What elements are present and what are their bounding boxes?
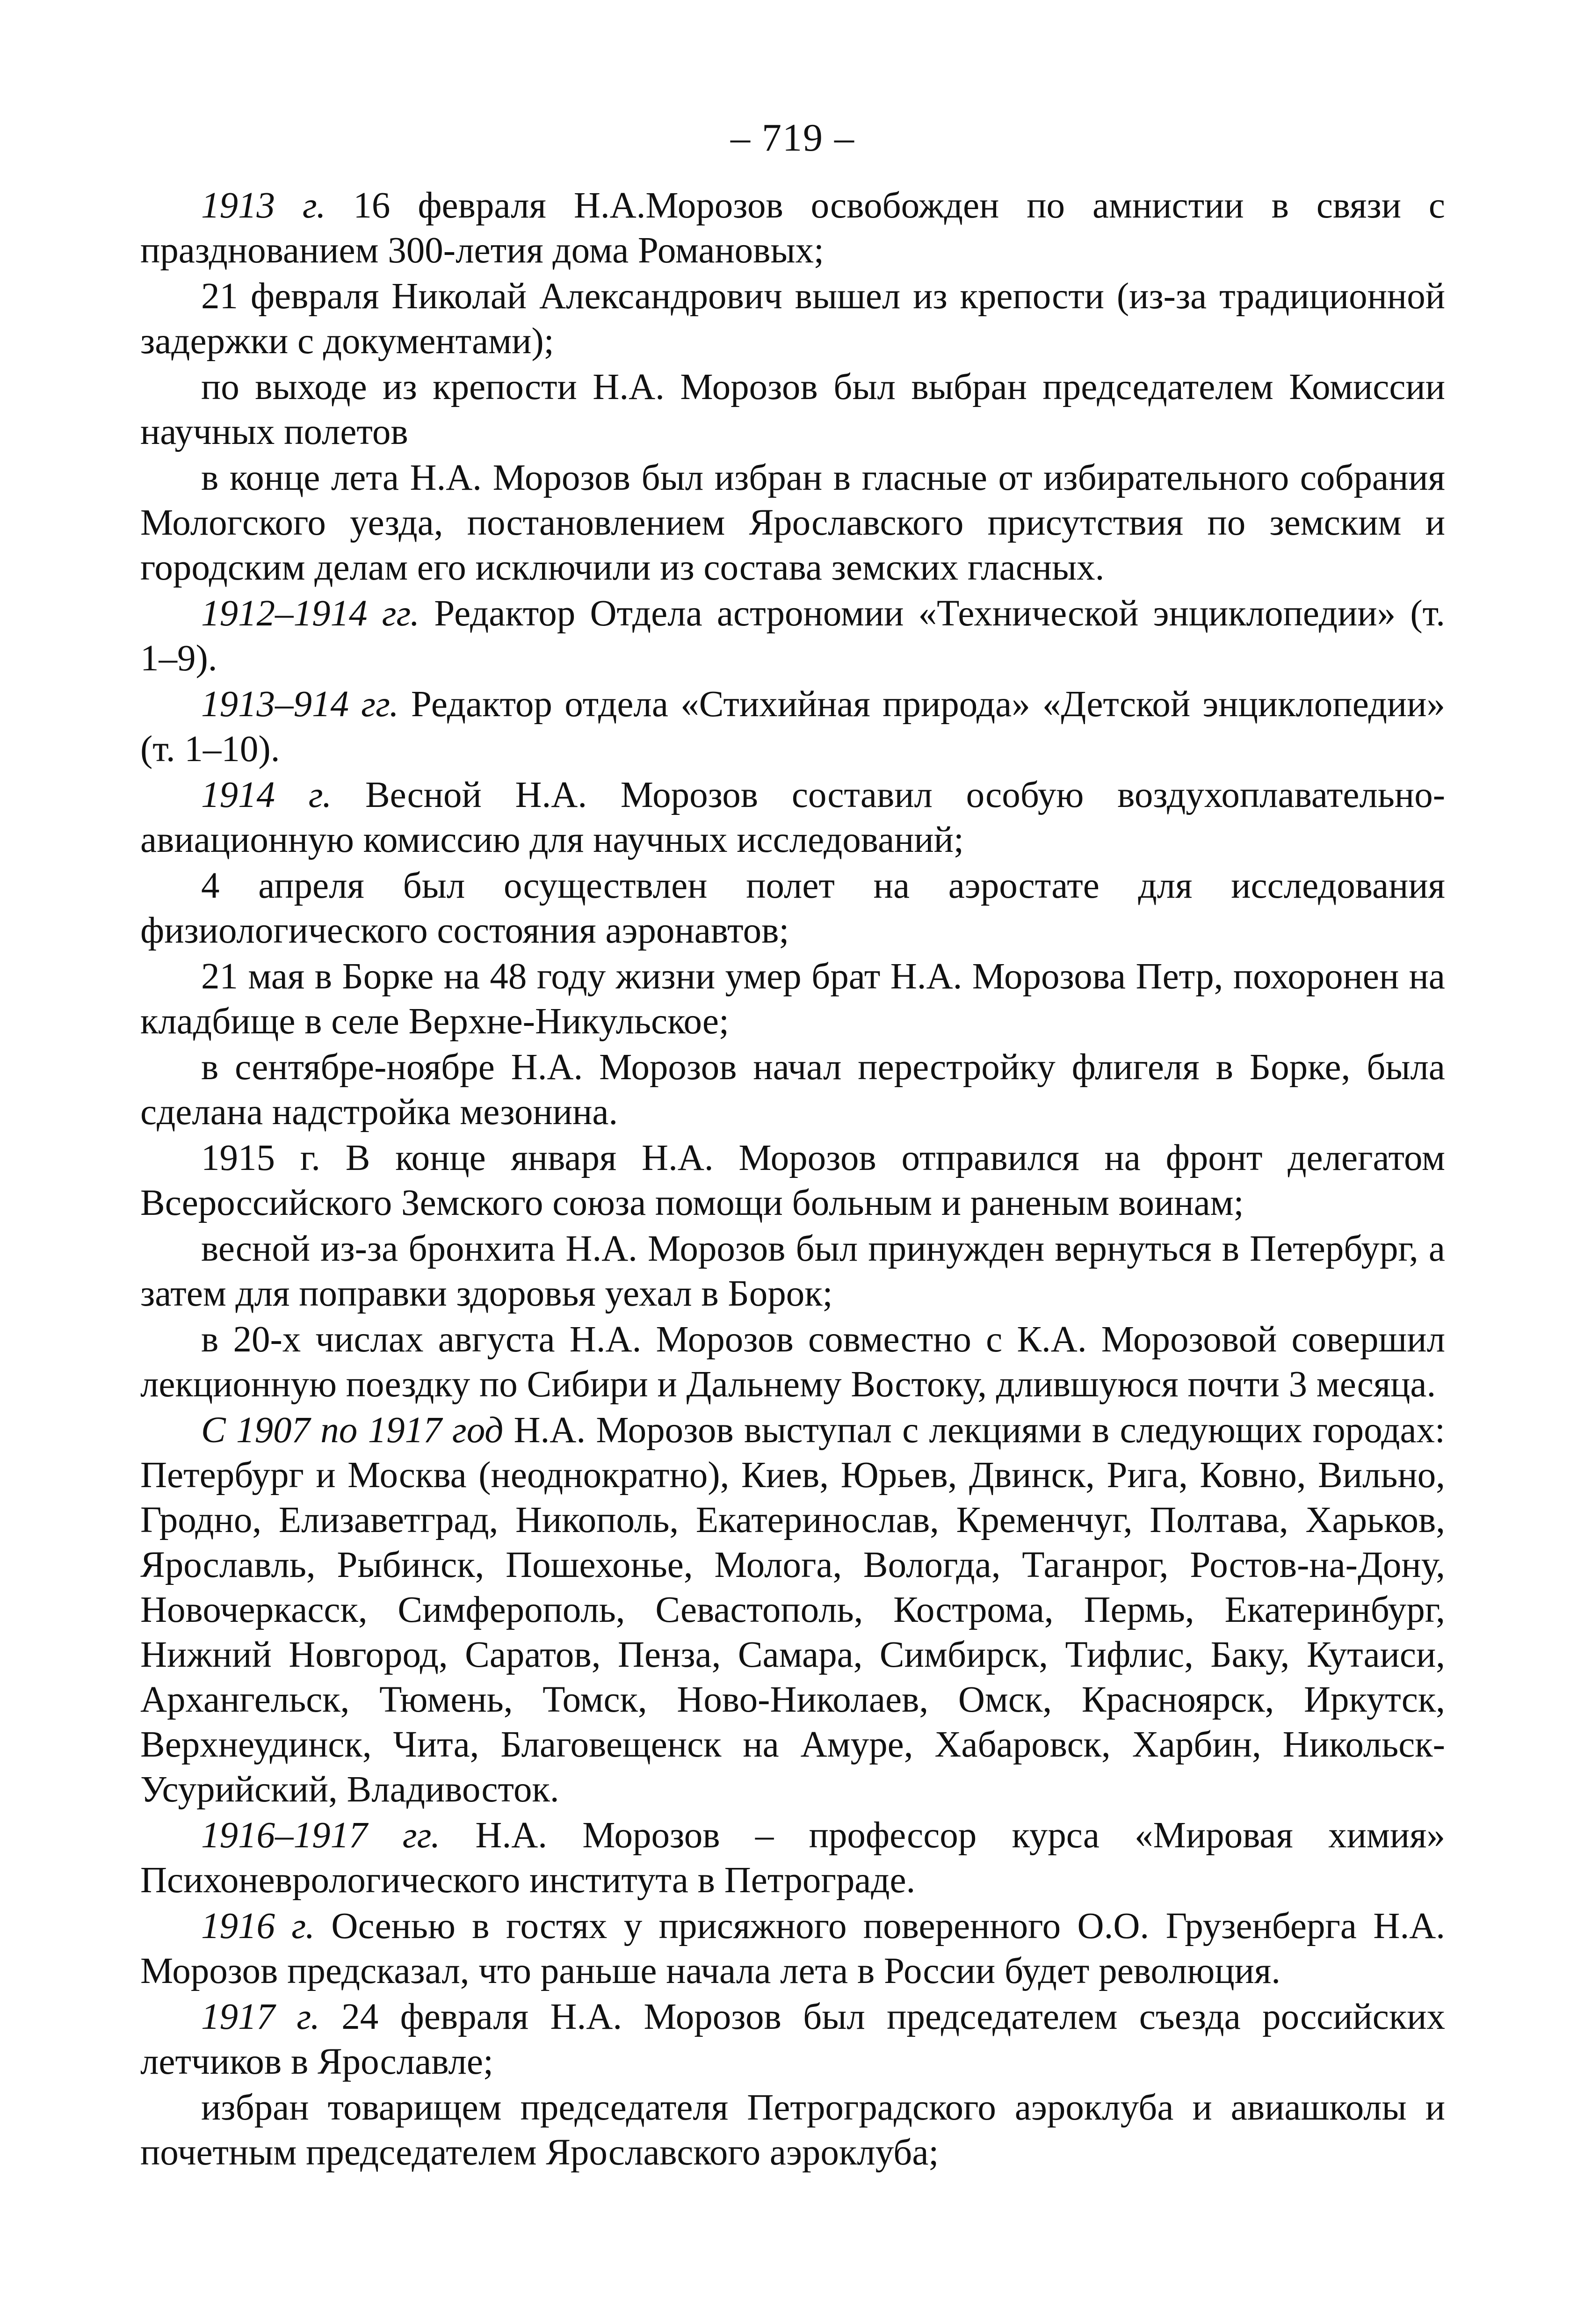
paragraph [140, 365, 1445, 455]
paragraph [140, 274, 1445, 364]
paragraph-text: по выходе из крепости Н.А. Морозов был выбран председателем Комиссии научных полетов [140, 367, 1445, 452]
paragraph-text: в сентябре-ноябре Н.А. Морозов начал перестройку флигеля в Борке, была сделана надстройка мезонина. [140, 1047, 1445, 1133]
paragraph [140, 1227, 1445, 1316]
paragraph [140, 682, 1445, 772]
page-number: – 719 – [731, 116, 855, 160]
paragraph-text: в конце лета Н.А. Морозов был избран в гласные от избирательного собрания Мологского уезда, постановлением Ярославского присутствия по земским и городским делам его исключили из состава земских гласных. [140, 458, 1445, 588]
paragraph-text: 4 апреля был осуществлен полет на аэростате для исследования физиологического состояния аэронавтов; [140, 865, 1445, 951]
paragraph [140, 456, 1445, 590]
paragraph [140, 1995, 1445, 2084]
date-lead: 1916 г. [201, 1906, 315, 1946]
paragraph [140, 183, 1445, 273]
paragraph [140, 2085, 1445, 2175]
date-lead: 1912–1914 гг. [201, 593, 420, 634]
paragraph [140, 1317, 1445, 1407]
paragraph-text: 24 февраля Н.А. Морозов был председателем съезда российских летчиков в Ярославле; [140, 1997, 1445, 2082]
paragraph-text: весной из-за бронхита Н.А. Морозов был принужден вернуться в Петербург, а затем для поправки здоровья уехал в Борок; [140, 1228, 1445, 1314]
paragraph-text: избран товарищем председателя Петроградского аэроклуба и авиашколы и почетным председателем Ярославского аэроклуба; [140, 2087, 1445, 2173]
date-lead: 1917 г. [201, 1997, 320, 2037]
paragraph-text: в 20-х числах августа Н.А. Морозов совместно с К.А. Морозовой совершил лекционную поездку по Сибири и Дальнему Востоку, длившуюся почти 3 месяца. [140, 1319, 1445, 1405]
date-lead: 1914 г. [201, 775, 332, 815]
paragraph-text: Н.А. Морозов – профессор курса «Мировая химия» Психоневрологического института в Петрограде. [140, 1815, 1445, 1901]
paragraph [140, 773, 1445, 863]
paragraph [140, 1136, 1445, 1226]
date-lead: 1913 г. [201, 185, 326, 226]
paragraph [140, 1904, 1445, 1994]
paragraph-text: Редактор отдела «Стихийная природа» «Детской энциклопедии» (т. 1–10). [140, 684, 1445, 770]
paragraph-text: Весной Н.А. Морозов составил особую воздухоплавательно-авиационную комиссию для научных исследований; [140, 775, 1445, 860]
book-page [140, 112, 1445, 2176]
date-lead: С 1907 по 1917 год [201, 1410, 504, 1451]
paragraph-text: Редактор Отдела астрономии «Технической энциклопедии» (т. 1–9). [140, 593, 1445, 679]
paragraph [140, 1813, 1445, 1903]
paragraph-text: 1915 г. В конце января Н.А. Морозов отправился на фронт делегатом Всероссийского Земского союза помощи больным и раненым воинам; [140, 1138, 1445, 1223]
paragraph-text: 21 февраля Николай Александрович вышел из крепости (из-за традиционной задержки с документами); [140, 276, 1445, 362]
paragraph [140, 864, 1445, 953]
paragraph-text: Осенью в гостях у присяжного поверенного О.О. Грузенберга Н.А. Морозов предсказал, что раньше начала лета в России будет революция. [140, 1906, 1445, 1991]
paragraph [140, 954, 1445, 1044]
paragraph [140, 1045, 1445, 1135]
paragraph-text: 16 февраля Н.А.Морозов освобожден по амнистии в связи с празднованием 300-летия дома Романовых; [140, 185, 1445, 271]
paragraph [140, 591, 1445, 681]
date-lead: 1913–914 гг. [201, 684, 399, 725]
paragraph-text: Н.А. Морозов выступал с лекциями в следующих городах: Петербург и Москва (неоднократно), Киев, Юрьев, Двинск, Рига, Ковно, Вильно, Гродно, Елизаветград, Никополь, Екатеринослав, Кременчуг, Полтава, Харьков, Ярославль, Рыбинск, Пошехонье, Молога, Вологда, Таганрог, Ростов-на-Дону, Новочеркасск, Симферополь, Севастополь, Кострома, Пермь, Екатеринбург, Нижний Новгород, Саратов, Пенза, Самара, Симбирск, Тифлис, Баку, Кутаиси, Архангельск, Тюмень, Томск, Ново-Николаев, Омск, Красноярск, Иркутск, Верхнеудинск, Чита, Благовещенск на Амуре, Хабаровск, Харбин, Никольск-Усурийский, Владивосток. [140, 1410, 1445, 1810]
date-lead: 1916–1917 гг. [201, 1815, 441, 1856]
paragraph-text: 21 мая в Борке на 48 году жизни умер брат Н.А. Морозова Петр, похоронен на кладбище в селе Верхне-Никульское; [140, 956, 1445, 1042]
paragraph [140, 1408, 1445, 1812]
